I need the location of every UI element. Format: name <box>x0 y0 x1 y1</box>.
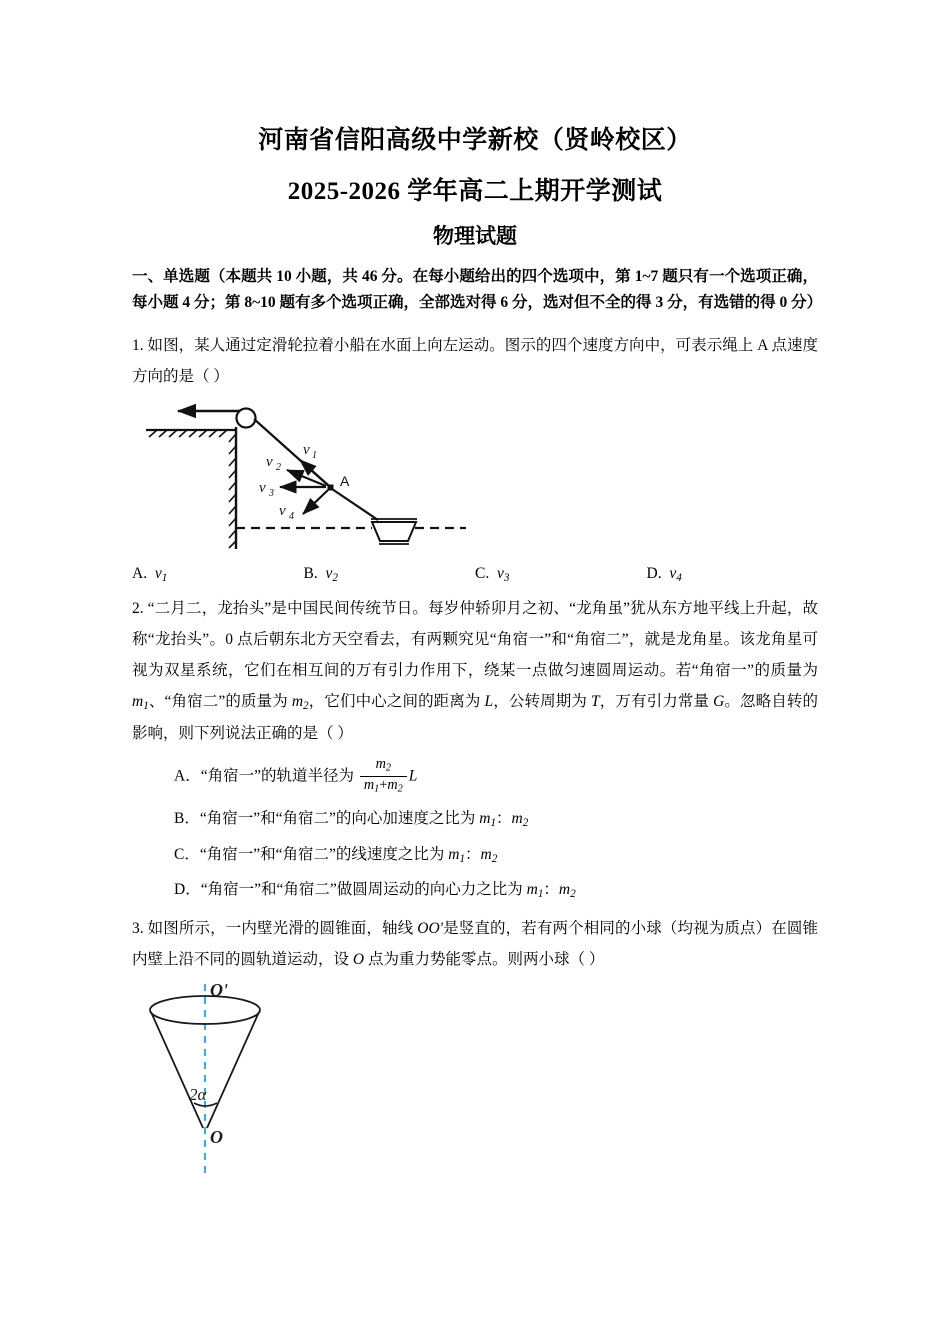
page-subject: 物理试题 <box>433 223 517 248</box>
svg-text:v: v <box>259 479 266 496</box>
question-1-text: 如图，某人通过定滑轮拉着小船在水面上向左运动。图示的四个速度方向中，可表示绳上 A 点速度方向的是（ ） <box>132 337 819 386</box>
svg-text:v: v <box>303 441 310 458</box>
option-a[interactable]: A. $v_1$ <box>132 564 168 584</box>
option-a[interactable]: A．“角宿一”的轨道半径为 $\frac{m_2}{m_1+m_2}$ L <box>174 756 418 795</box>
figure-pulley-boat <box>132 397 818 557</box>
svg-text:4: 4 <box>289 510 294 522</box>
svg-text:2: 2 <box>276 461 281 473</box>
question-2-stem: 2. “二月二，龙抬头”是中国民间传统节日。每岁仲轿卯月之初、“龙角虽”犹从东方地平线上升起，故称“龙抬头”。0 点后朝东北方天空看去，有两颗究见“角宿一”和“角宿二”，就是龙角星。该龙角星可视为双星系统，它们在相互间的万有引力作用下，绕某一点做匀速圆周运动。若“角宿一”的质量为 $m_1$、“角宿二”的质量为 $m_2$，它们中心之间的距离为 L，公转周期为 T，万有引力常量 G。忽略自转的影响，则下列说法正确的是（ ） <box>132 599 818 742</box>
svg-text:v: v <box>266 453 273 470</box>
question-3-stem: 3. 如图所示，一内壁光滑的圆锥面，轴线 OO'是竖直的，若有两个相同的小球（均视为质点）在圆锥内壁上沿不同的圆轨道运动，设 O 点为重力势能零点。则两小球（ ） <box>132 919 818 969</box>
svg-text:O: O <box>210 1126 223 1147</box>
svg-text:3: 3 <box>269 487 274 499</box>
fraction-ratio: $\frac{m_2}{m_1+m_2}$ <box>360 757 407 795</box>
option-b[interactable]: B．“角宿一”和“角宿二”的向心加速度之比为 $m_1$：$m_2$ <box>174 810 529 829</box>
section-instructions: 一、单选题（本题共 10 小题，共 46 分。在每小题给出的四个选项中，第 1~7 题只有一个选项正确，每小题 4 分；第 8~10 题有多个选项正确，全部选对得 6 分，选对但不全的得 3 分，有选错的得 0 分） <box>132 267 823 312</box>
option-d[interactable]: D. $v_4$ <box>646 564 682 584</box>
svg-text:v: v <box>279 502 286 519</box>
option-c[interactable]: C. $v_3$ <box>475 564 510 584</box>
page-title: 河南省信阳高级中学新校（贤岭校区） <box>258 127 692 154</box>
question-1-stem <box>132 317 818 393</box>
svg-text:1: 1 <box>312 449 317 461</box>
question-2-number: 2. <box>132 599 144 617</box>
figure-cone <box>132 980 818 1185</box>
option-b[interactable]: B. $v_2$ <box>303 564 338 584</box>
svg-text:Oʹ: Oʹ <box>210 979 228 1000</box>
question-1-number: 1. <box>132 337 144 355</box>
question-1-options <box>132 557 818 584</box>
option-c[interactable]: C．“角宿一”和“角宿二”的线速度之比为 $m_1$：$m_2$ <box>174 845 498 865</box>
svg-text:2α: 2α <box>189 1084 207 1104</box>
page-subtitle: 2025-2026 学年高二上期开学测试 <box>287 177 663 205</box>
svg-text:A: A <box>340 472 350 489</box>
question-2-options <box>132 749 818 903</box>
option-d[interactable]: D．“角宿一”和“角宿二”做圆周运动的向心力之比为 $m_1$：$m_2$ <box>174 881 576 901</box>
question-3-number: 3. <box>132 919 144 937</box>
